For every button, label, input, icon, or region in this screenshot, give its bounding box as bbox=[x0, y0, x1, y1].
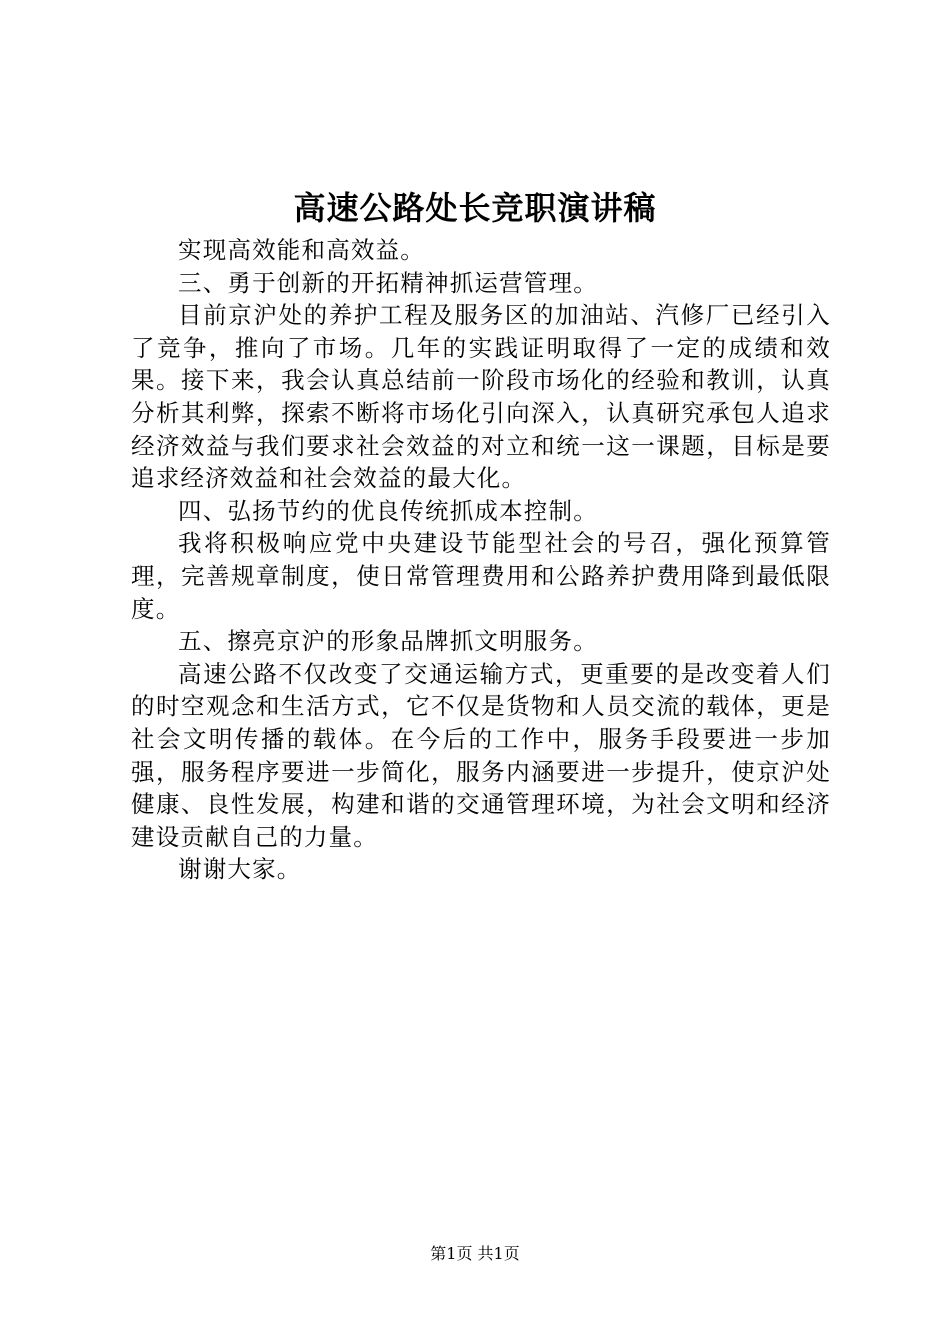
section-heading: 三、勇于创新的开拓精神抓运营管理。 bbox=[178, 268, 598, 297]
paragraph: 我将积极响应党中央建设节能型社会的号召，强化预算管理，完善规章制度，使日常管理费用和公路养护费用降到最低限度。 bbox=[131, 529, 831, 623]
page-footer: 第1页 共1页 bbox=[430, 1244, 520, 1263]
paragraph: 实现高效能和高效益。 bbox=[178, 236, 425, 264]
section-heading: 五、擦亮京沪的形象品牌抓文明服务。 bbox=[178, 627, 598, 656]
document-body bbox=[131, 234, 831, 886]
paragraph: 高速公路不仅改变了交通运输方式，更重要的是改变着人们的时空观念和生活方式，它不仅是货物和人员交流的载体，更是社会文明传播的载体。在今后的工作中，服务手段要进一步加强，服务程序要进一步简化，服务内涵要进一步提升，使京沪处健康、良性发展，构建和谐的交通管理环境，为社会文明和经济建设贡献自己的力量。 bbox=[131, 659, 831, 851]
closing-line: 谢谢大家。 bbox=[178, 855, 302, 884]
section-heading: 四、弘扬节约的优良传统抓成本控制。 bbox=[178, 496, 598, 525]
document-title: 高速公路处长竞职演讲稿 bbox=[293, 189, 657, 227]
paragraph: 目前京沪处的养护工程及服务区的加油站、汽修厂已经引入了竞争，推向了市场。几年的实践证明取得了一定的成绩和效果。接下来，我会认真总结前一阶段市场化的经验和教训，认真分析其利弊，探索不断将市场化引向深入，认真研究承包人追求经济效益与我们要求社会效益的对立和统一这一课题，目标是要追求经济效益和社会效益的最大化。 bbox=[131, 301, 831, 493]
